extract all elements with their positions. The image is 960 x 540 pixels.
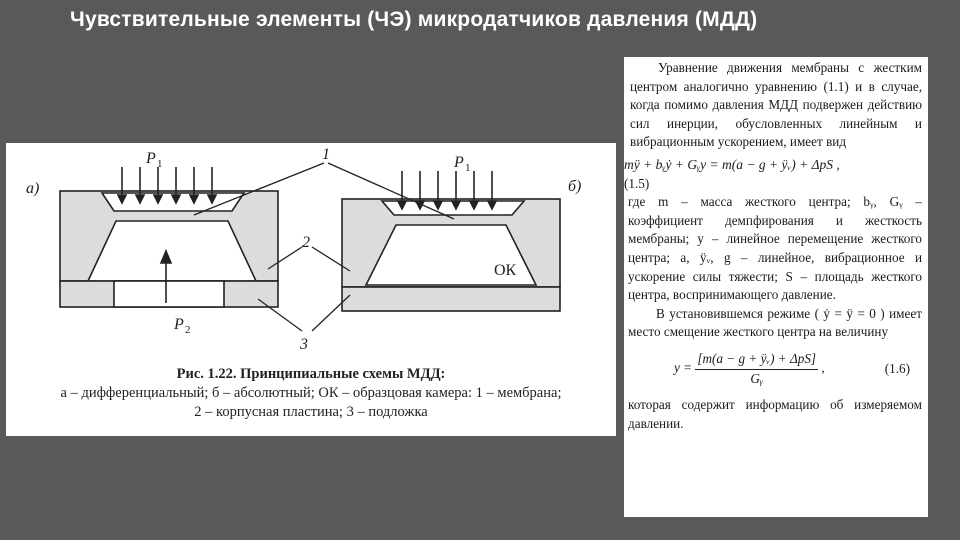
slide-title: Чувствительные элементы (ЧЭ) микродатчиков давления (МДД) <box>70 8 758 31</box>
p1-a-label: P <box>146 150 156 167</box>
eq2-tail: , <box>821 360 825 376</box>
substrate-a-hole <box>114 281 224 307</box>
label-b: б) <box>568 178 582 195</box>
equation-2-number: (1.6) <box>884 360 910 376</box>
equation-2 <box>624 350 928 388</box>
p1-a-sub: 1 <box>157 158 163 170</box>
p2-sub: 2 <box>185 324 191 336</box>
text-panel <box>624 57 928 517</box>
paragraph-3: В установившемся режиме ( ẏ = ÿ = 0 ) имеет место смещение жесткого центра на величину <box>628 305 922 340</box>
sensor-diagram <box>6 143 616 363</box>
equation-1: mÿ + bᵧẏ + Gᵧy = m(a − g + ÿᵥ) + ΔpS , <box>624 156 840 172</box>
p1-b-sub: 1 <box>465 162 471 174</box>
label-1: 1 <box>322 146 330 163</box>
label-a: а) <box>26 180 40 197</box>
label-3: 3 <box>300 336 308 353</box>
figure-caption <box>6 365 616 422</box>
substrate-b <box>342 287 560 311</box>
equation-1-number: (1.5) <box>624 175 650 191</box>
p1-b-label: P <box>454 154 464 171</box>
eq2-fraction <box>695 350 818 388</box>
paragraph-2: где m – масса жесткого центра; bᵧ, Gᵧ – коэффициент демпфирования и жесткость мембраны; y – линейное перемещение жесткого центра; a, ÿᵥ, g – линейное, вибрационное и ускорение силы тяжести; S – площадь жесткого центра, воспринимающего давление. <box>628 194 922 303</box>
eq2-numerator: [m(a − g + ÿᵥ) + ΔpS] <box>695 350 818 370</box>
caption-line-2: 2 – корпусная пластина; 3 – подложка <box>194 404 428 420</box>
paragraph-1: Уравнение движения мембраны с жестким центром аналогично уравнению (1.1) и в случае, когда помимо давления МДД подвержен действию сил инерции, обусловленных линейным и вибрационным ускорением, имеет вид <box>630 60 922 150</box>
figure-panel <box>6 143 616 436</box>
eq2-lhs: y = <box>674 360 693 376</box>
caption-line-1: а – дифференциальный; б – абсолютный; ОК – образцовая камера: 1 – мембрана; <box>60 385 562 401</box>
label-ok: ОК <box>494 262 517 279</box>
label-2: 2 <box>302 234 310 251</box>
eq2-denominator: Gᵧ <box>750 370 763 386</box>
caption-title: Рис. 1.22. Принципиальные схемы МДД: <box>176 366 446 382</box>
paragraph-4: которая содержит информацию об измеряемом давлении. <box>628 397 922 431</box>
p2-label: P <box>174 316 184 333</box>
cavity-a <box>88 221 256 281</box>
